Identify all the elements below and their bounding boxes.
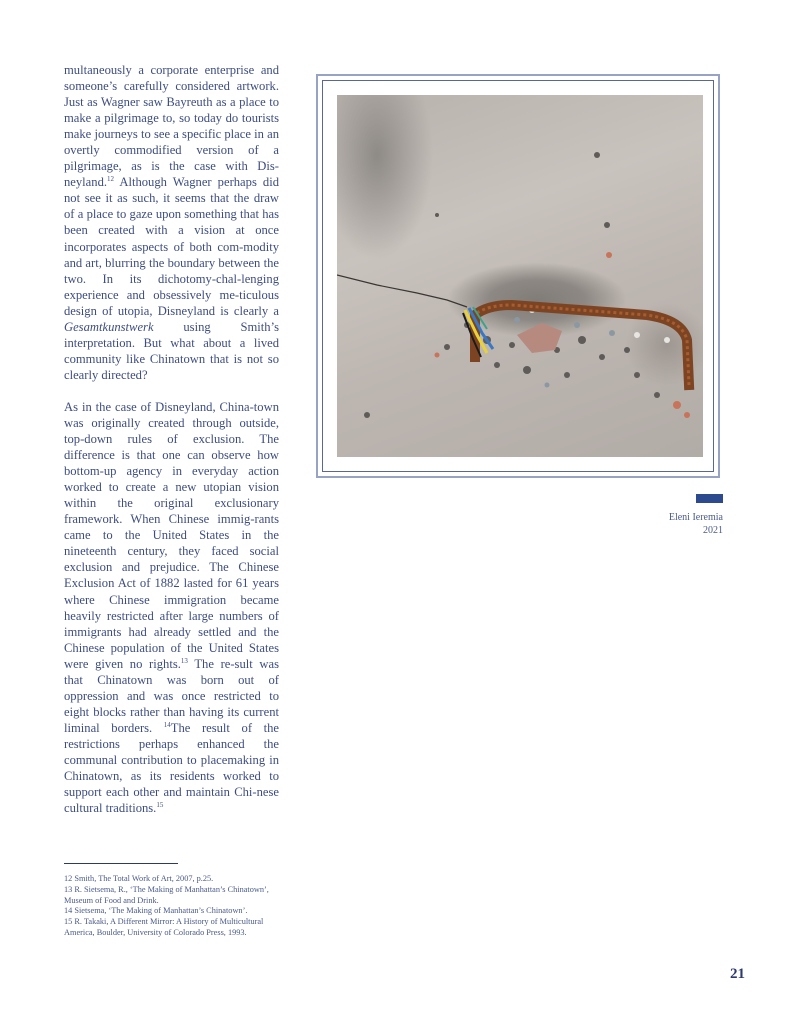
figure-photo bbox=[337, 95, 703, 457]
footnote-reference: 15 bbox=[156, 801, 164, 810]
footnote-divider bbox=[64, 863, 178, 864]
footnote-line: Museum of Food and Drink. bbox=[64, 895, 159, 905]
footnote-line: 15 R. Takaki, A Different Mirror: A History of Multicultural bbox=[64, 917, 264, 927]
figure-caption bbox=[669, 511, 723, 537]
article-body bbox=[64, 62, 279, 816]
photo-rebar-illustration bbox=[337, 95, 703, 457]
article-paragraph: multaneously a corporate enterprise and someone’s carefully considered artwork. Just as Wagner saw Bayreuth as a place to make a pilgrimage to, so today do tourists make journeys to see a specific place in an overtly commodified version of a pilgrimage, as is the case with Dis-neyland.$^{12}$ Although Wagner perhaps did not see it as such, it seems that the draw of a place to gaze upon something that has been created with a vision at once incorporates aspects of both com-modity and art, blurring the boundary between the two. In its dichotomy-chal-lenging experience and obsessively me-ticulous design of utopia, Disneyland is clearly a Gesamtkunstwerk using Smith’s interpretation. But what about a lived community like Chinatown that is not so clearly directed? bbox=[64, 63, 279, 382]
footnotes bbox=[64, 874, 324, 939]
caption-accent-bar bbox=[696, 494, 723, 503]
article-paragraph: As in the case of Disneyland, China-town was originally created through outside, top-down rules of exclusion. The difference is that one can observe how bottom-up agency in everyday action worked to create a new utopian vision within the original exclusionary framework. When Chinese immig-rants came to the United States in the nineteenth century, they faced social exclusion and prejudice. The Chinese Exclusion Act of 1882 lasted for 61 years where Chinese immigration became heavily restricted after large numbers of immigrants had already settled and the Chinese population of the United States were given no rights.$^{13}$ The re-sult was that Chinatown was born out of oppression and was once restricted to eight blocks rather than having its current liminal borders. $^{14}$The result of the restrictions perhaps enhanced the communal contribution to placemaking in Chinatown, as its residents worked to support each other and maintain Chi-nese cultural traditions.$^{15}$ bbox=[64, 399, 280, 816]
footnote-line: 13 R. Sietsema, R., ‘The Making of Manhattan’s Chinatown’, bbox=[64, 884, 269, 894]
footnote-line: 12 Smith, The Total Work of Art, 2007, p.25. bbox=[64, 874, 214, 883]
footnote-reference: 14 bbox=[163, 720, 171, 729]
caption-year: 2021 bbox=[703, 525, 723, 536]
caption-author: Eleni Ieremia bbox=[668, 512, 723, 523]
footnote-line: 14 Sietsema, ‘The Making of Manhattan’s Chinatown’. bbox=[64, 906, 248, 916]
footnote-line: America, Boulder, University of Colorado Press, 1993. bbox=[64, 927, 247, 937]
footnote-reference: 12 bbox=[107, 175, 115, 184]
emphasized-term: Gesamtkunstwerk bbox=[64, 319, 154, 334]
page-number: 21 bbox=[730, 966, 745, 982]
footnote-reference: 13 bbox=[180, 656, 188, 665]
